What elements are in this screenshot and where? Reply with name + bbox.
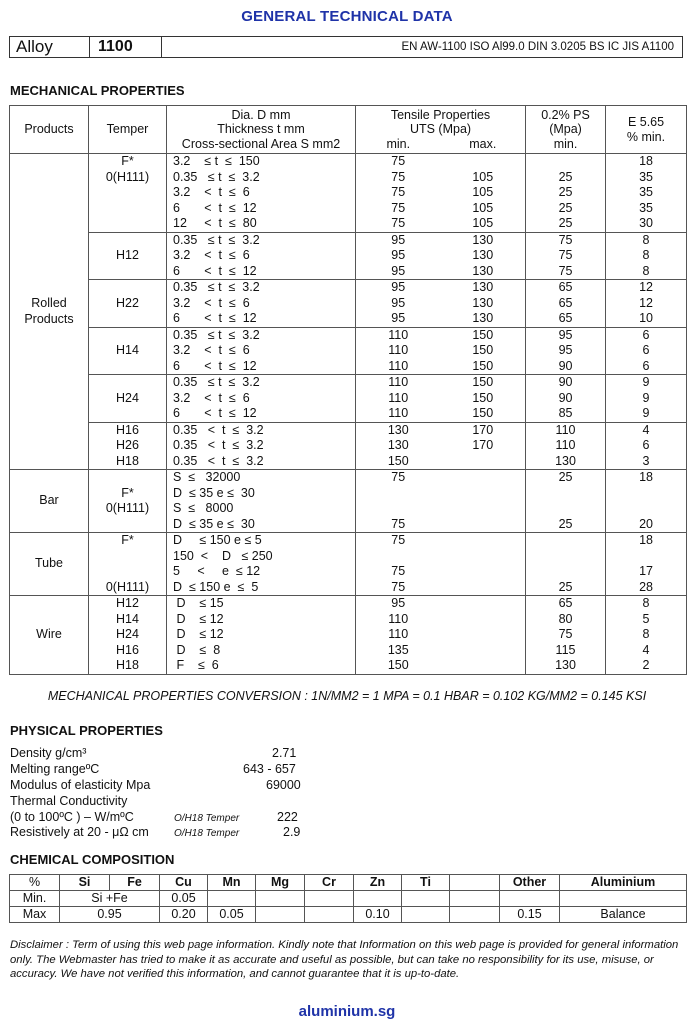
dimension-cell: 0.35 ≤ t ≤ 3.2 3.2 < t ≤ 6 6 < t ≤ 12: [167, 232, 356, 280]
page-title: GENERAL TECHNICAL DATA: [241, 8, 453, 25]
uts-max-cell: 150 150 150: [441, 327, 526, 375]
mechanical-heading: MECHANICAL PROPERTIES: [10, 83, 185, 98]
mechanical-properties-table: [9, 105, 687, 675]
melting-value: 643 - 657: [243, 762, 296, 776]
dimension-cell: 0.35 ≤ t ≤ 3.2 3.2 < t ≤ 6 6 < t ≤ 12: [167, 375, 356, 423]
mech-row: [10, 422, 687, 470]
uts-min-cell: 95 110 110 135 150: [356, 596, 441, 675]
dimension-cell: 0.35 < t ≤ 3.2 0.35 < t ≤ 3.2 0.35 < t ≤ 3.2: [167, 422, 356, 470]
thermal-value: 222: [277, 810, 298, 824]
temper-cell: F* 0(H111): [89, 533, 167, 596]
header-max: max.: [469, 136, 497, 151]
temper-cell: H12: [89, 232, 167, 280]
product-name: Rolled Products: [10, 154, 89, 470]
alloy-label: Alloy: [16, 37, 53, 56]
elongation-cell: 8 8 8: [606, 232, 687, 280]
uts-min-cell: 95 95 95: [356, 232, 441, 280]
header-elongation: E 5.65 % min.: [606, 106, 687, 154]
mech-row: [10, 533, 687, 596]
uts-max-cell: 130 130 130: [441, 232, 526, 280]
product-name: Tube: [10, 533, 89, 596]
proof-stress-cell: 25: [526, 533, 606, 596]
proof-stress-cell: 110 110 130: [526, 422, 606, 470]
density-value: 2.71: [272, 746, 297, 760]
proof-stress-cell: 65 65 65: [526, 280, 606, 328]
uts-min-cell: 110 110 110: [356, 327, 441, 375]
proof-stress-cell: 25 25 25 25: [526, 154, 606, 233]
mech-row: [10, 375, 687, 423]
physical-heading: PHYSICAL PROPERTIES: [10, 723, 163, 738]
dimension-cell: S ≤ 32000 D ≤ 35 e ≤ 30 S ≤ 8000 D ≤ 35 e ≤ 30: [167, 470, 356, 533]
mech-row: [10, 154, 687, 233]
elongation-cell: 18 35 35 35 30: [606, 154, 687, 233]
elongation-cell: 18 20: [606, 470, 687, 533]
temper-cell: H22: [89, 280, 167, 328]
mech-row: [10, 232, 687, 280]
elongation-cell: 18 17 28: [606, 533, 687, 596]
uts-min-cell: 75 75 75 75 75: [356, 154, 441, 233]
elongation-cell: 4 6 3: [606, 422, 687, 470]
temper-cell: H12 H14 H24 H16 H18: [89, 596, 167, 675]
dimension-cell: 0.35 ≤ t ≤ 3.2 3.2 < t ≤ 6 6 < t ≤ 12: [167, 327, 356, 375]
proof-stress-cell: 75 75 75: [526, 232, 606, 280]
header-temper: Temper: [89, 106, 167, 154]
uts-max-cell: [441, 470, 526, 533]
resistivity-temper: O/H18 Temper: [174, 828, 240, 839]
temper-cell: F* 0(H111): [89, 470, 167, 533]
modulus-value: 69000: [266, 778, 301, 792]
mech-row: [10, 280, 687, 328]
uts-min-cell: 75 75: [356, 470, 441, 533]
chem-min-row: Min. Si +Fe 0.05: [10, 891, 687, 907]
temper-cell: H24: [89, 375, 167, 423]
chem-max-row: Max 0.95 0.20 0.05 0.10 0.15 Balance: [10, 907, 687, 923]
product-name: Bar: [10, 470, 89, 533]
proof-stress-cell: 90 90 85: [526, 375, 606, 423]
modulus-label: Modulus of elasticity Mpa: [10, 778, 151, 792]
uts-max-cell: [441, 596, 526, 675]
mech-row: [10, 596, 687, 675]
proof-stress-cell: 95 95 90: [526, 327, 606, 375]
elongation-cell: 8 5 8 4 2: [606, 596, 687, 675]
thermal-label: Thermal Conductivity: [10, 794, 128, 808]
chemical-composition-table: [9, 874, 687, 923]
header-products: Products: [10, 106, 89, 154]
dimension-cell: 0.35 ≤ t ≤ 3.2 3.2 < t ≤ 6 6 < t ≤ 12: [167, 280, 356, 328]
header-dimensions: Dia. D mm Thickness t mm Cross-sectional Area S mm2: [167, 106, 356, 154]
alloy-grade: 1100: [98, 38, 133, 55]
header-min: min.: [386, 136, 411, 151]
uts-min-cell: 130 130 150: [356, 422, 441, 470]
uts-max-cell: 150 150 150: [441, 375, 526, 423]
alloy-header-box: [9, 36, 683, 58]
uts-max-cell: 170 170: [441, 422, 526, 470]
resistivity-value: 2.9: [283, 825, 301, 839]
dimension-cell: D ≤ 15 D ≤ 12 D ≤ 12 D ≤ 8 F ≤ 6: [167, 596, 356, 675]
melting-label: Melting rangeºC: [10, 762, 100, 776]
elongation-cell: 12 12 10: [606, 280, 687, 328]
chem-header-row: % Si Fe Cu Mn Mg Cr Zn Ti Other Aluminium: [10, 875, 687, 891]
dimension-cell: D ≤ 150 e ≤ 5 150 < D ≤ 250 5 < e ≤ 12 D ≤ 150 e ≤ 5: [167, 533, 356, 596]
mech-row: [10, 327, 687, 375]
temper-cell: H14: [89, 327, 167, 375]
uts-min-cell: 75 75 75: [356, 533, 441, 596]
disclaimer: Disclaimer : Term of using this web page information. Kindly note that Information on this web page is provided for general information only. The Webmaster has tried to make it as accurate and useful as possible, but can take no responsibility for its use, misuse, or accuracy. We have not verified this information, and cannot guarantee that it is up-to-date.: [10, 939, 679, 980]
alloy-standards: EN AW-1100 ISO Al99.0 DIN 3.0205 BS IC JIS A1100: [401, 41, 674, 53]
uts-min-cell: 95 95 95: [356, 280, 441, 328]
thermal-range-label: (0 to 100ºC ) – W/mºC: [10, 810, 134, 824]
uts-max-cell: [441, 533, 526, 596]
resistivity-label: Resistively at 20 - μΩ cm: [10, 825, 149, 839]
temper-cell: H16 H26 H18: [89, 422, 167, 470]
header-tensile: Tensile Properties UTS (Mpa) min. max.: [356, 106, 526, 154]
elongation-cell: 9 9 9: [606, 375, 687, 423]
proof-stress-cell: 25 25: [526, 470, 606, 533]
footer-site-name[interactable]: aluminium.sg: [298, 1003, 396, 1020]
product-name: Wire: [10, 596, 89, 675]
proof-stress-cell: 65 80 75 115 130: [526, 596, 606, 675]
header-proof-stress: 0.2% PS (Mpa) min.: [526, 106, 606, 154]
elongation-cell: 6 6 6: [606, 327, 687, 375]
thermal-temper: O/H18 Temper: [174, 813, 240, 824]
chemical-heading: CHEMICAL COMPOSITION: [10, 852, 175, 867]
uts-max-cell: 105 105 105 105: [441, 154, 526, 233]
dimension-cell: 3.2 ≤ t ≤ 150 0.35 ≤ t ≤ 3.2 3.2 < t ≤ 6 6 < t ≤ 12 12 < t ≤ 80: [167, 154, 356, 233]
temper-cell: F* 0(H111): [89, 154, 167, 233]
density-label: Density g/cm³: [10, 746, 87, 760]
conversion-note: MECHANICAL PROPERTIES CONVERSION : 1N/MM2 = 1 MPA = 0.1 HBAR = 0.102 KG/MM2 = 0.145 KSI: [47, 689, 647, 703]
mech-row: [10, 470, 687, 533]
uts-min-cell: 110 110 110: [356, 375, 441, 423]
uts-max-cell: 130 130 130: [441, 280, 526, 328]
